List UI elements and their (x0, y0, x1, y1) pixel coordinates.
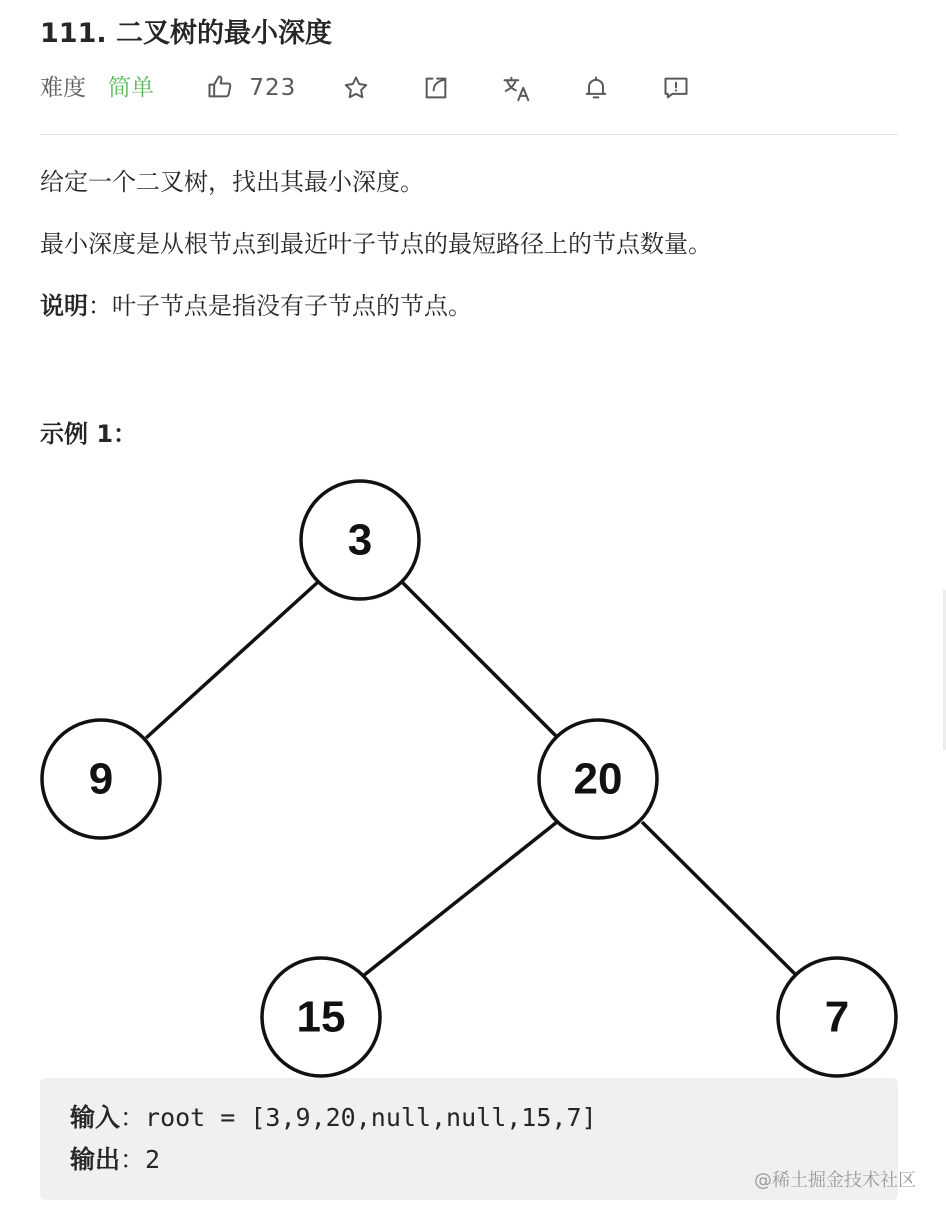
share-icon (422, 74, 450, 102)
share-button[interactable] (422, 74, 450, 102)
difficulty-badge: 简单 (108, 75, 154, 101)
tree-node-root (301, 481, 419, 599)
tree-node-label: 7 (824, 992, 850, 1042)
tree-node-right-right (778, 958, 896, 1076)
feedback-button[interactable] (662, 74, 690, 102)
input-label: 输入 (70, 1103, 121, 1132)
description-line-2: 最小深度是从根节点到最近叶子节点的最短路径上的节点数量。 (40, 230, 712, 258)
bell-icon (582, 74, 610, 102)
like-button[interactable] (206, 68, 296, 108)
thumbs-up-icon (206, 73, 234, 101)
example-output-line (70, 1140, 160, 1180)
output-label: 输出 (70, 1145, 121, 1174)
input-value: ：root = [3,9,20,null,null,15,7] (120, 1103, 597, 1132)
tree-node-label: 15 (296, 992, 346, 1042)
star-icon (342, 74, 370, 102)
tree-edge-3-9 (146, 582, 318, 738)
tree-node-label: 9 (88, 754, 114, 804)
tree-node-label: 3 (347, 515, 373, 565)
tree-node-left (42, 720, 160, 838)
difficulty-label: 难度 (40, 75, 86, 101)
note-text: ：叶子节点是指没有子节点的节点。 (88, 292, 472, 320)
tree-node-label: 20 (573, 754, 623, 804)
tree-node-right (539, 720, 657, 838)
tree-edge-20-15 (363, 822, 557, 976)
tree-node-right-left (262, 958, 380, 1076)
description-note (40, 288, 472, 324)
example-heading: 示例 1： (40, 420, 138, 448)
example-input-line (70, 1098, 597, 1138)
favorite-button[interactable] (342, 74, 370, 102)
translate-icon (502, 74, 532, 104)
like-count: 723 (249, 75, 297, 101)
watermark: @稀土掘金技术社区 (754, 1170, 916, 1191)
binary-tree-diagram (0, 470, 946, 1082)
problem-title: 111. 二叉树的最小深度 (40, 18, 333, 49)
header-divider (40, 134, 898, 135)
tree-edge-20-7 (642, 822, 795, 974)
output-value: ：2 (120, 1145, 161, 1174)
problem-meta-bar (40, 68, 900, 108)
translate-button[interactable] (502, 74, 530, 102)
description-line-1: 给定一个二叉树，找出其最小深度。 (40, 168, 424, 196)
feedback-icon (662, 74, 690, 102)
tree-edge-3-20 (402, 582, 556, 736)
note-label: 说明 (40, 292, 88, 320)
notify-button[interactable] (582, 74, 610, 102)
